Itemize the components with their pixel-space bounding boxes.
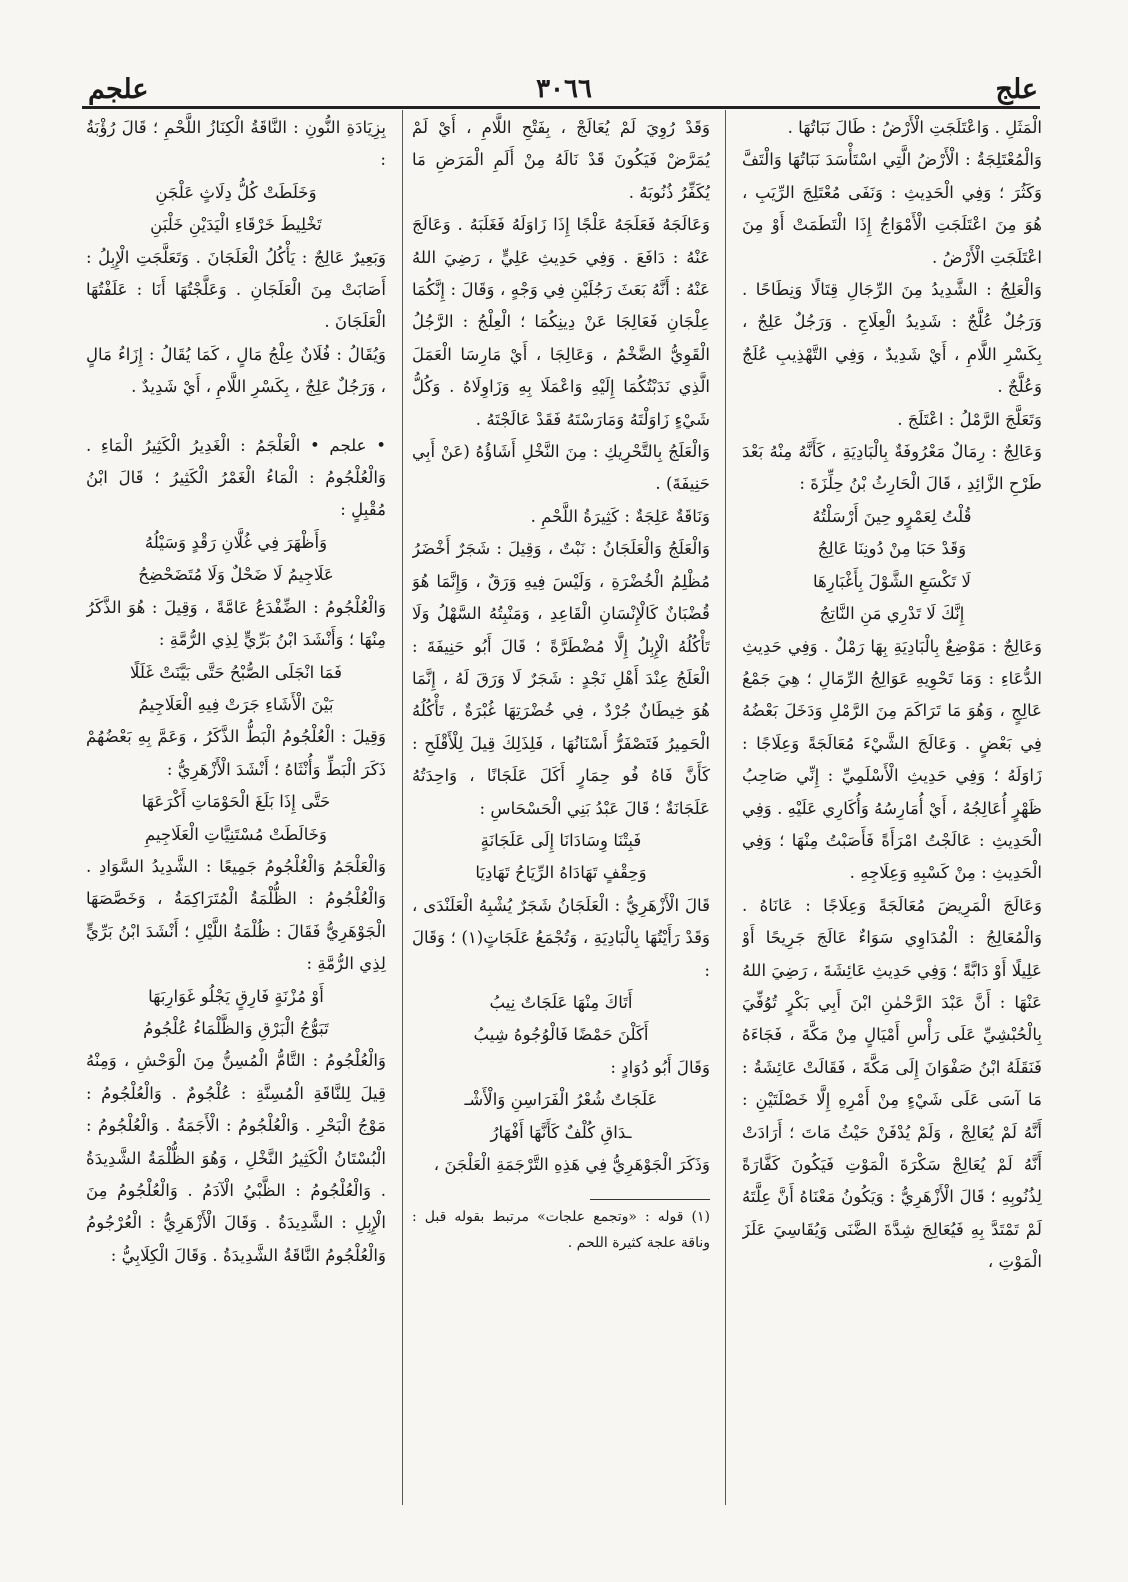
paragraph: وَعَالِجٌ : رِمَالٌ مَعْرُوفَةٌ بِالْبَادِيَةِ ، كَأَنَّهُ مِنْهُ بَعْدَ طَرْحِ الزَّائِدِ ، قَالَ الْحَارِثُ بْنُ حِلِّزَةَ : (742, 442, 1042, 494)
verse-line: قُلْتُ لِعَمْرٍو حِينَ أَرْسَلْتُهُ (812, 506, 972, 526)
paragraph: وَعَالِجٌ : مَوْضِعٌ بِالْبَادِيَةِ بِهَا رَمْلٌ . وَفِي حَدِيثِ الدُّعَاءِ : وَمَا تَحْوِيهِ عَوَالِجُ الرِّمَالِ ؛ هِيَ جَمْعُ عَالِجٍ ، وَهُوَ مَا تَرَاكَمَ مِنَ الرَّمْلِ وَدَخَلَ بَعْضُهُ فِي بَعْضٍ . وَعَالَجَ الشَّيْءَ مُعَالَجَةً وَعِلَاجًا : زَاوَلَهُ ؛ وَفِي حَدِيثِ الْأَسْلَمِيِّ : إِنِّي صَاحِبُ ظَهْرٍ أُعَالِجُهُ ، أَيْ أُمَارِسُهُ وَأُكَارِي عَلَيْهِ . وَفِي الْحَدِيثِ : عَالَجْتُ امْرَأَةً فَأَصَبْتُ مِنْهَا ؛ وَفِي الْحَدِيثِ : مِنْ كَسْبِهِ وَعِلَاجِهِ . (742, 636, 1042, 883)
entry-start-paragraph: • علجم • الْعَلْجَمُ : الْغَدِيرُ الْكَثِيرُ الْمَاءِ . وَالْعُلْجُومُ : الْمَاءُ الْغَمْرُ الْكَثِيرُ ؛ قَالَ ابْنُ مُقْبِلٍ : (86, 435, 386, 520)
verse-line: أَوْ مُزْنَةٍ فَارِقٍ يَجْلُو غَوَارِبَهَا (148, 986, 324, 1006)
paragraph: وَقَدْ رُوِيَ لَمْ يُعَالَجْ ، بِفَتْحِ اللَّامِ ، أَيْ لَمْ يُمَرَّضْ فَيَكُونَ قَدْ نَالَهُ مِنْ أَلَمِ الْمَرَضِ مَا يُكَفِّرُ ذُنُوبَهُ . (412, 118, 710, 202)
page-number: ٣٠٦٦ (536, 74, 592, 104)
paragraph: وَعَالَجَهُ فَعَلَجَهُ عَلْجًا إِذَا زَاوَلَهُ فَغَلَبَهُ . وَعَالَجَ عَنْهُ : دَافَعَ . وَفِي حَدِيثِ عَلِيٍّ ، رَضِيَ اللهُ عَنْهُ : أَنَّهُ بَعَثَ رَجُلَيْنِ فِي وَجْهٍ ، وَقَالَ : إِنَّكُمَا عِلْجَانِ فَعَالِجَا عَنْ دِينِكُمَا ؛ الْعِلْجُ : الرَّجُلُ الْقَوِيُّ الضَّخْمُ ، وَعَالِجَا ، أَيْ مَارِسَا الْعَمَلَ الَّذِي نَدَبْتُكُمَا إِلَيْهِ وَاعْمَلَا بِهِ وَزَاوِلَاهُ . وَكُلُّ شَيْءٍ زَاوَلْتَهُ وَمَارَسْتَهُ فَقَدْ عَالَجْتَهُ . (412, 215, 710, 429)
verse-line: وَخَالَطَتْ مُسْتَنِيَّاتِ الْعَلَاجِيمِ (144, 824, 328, 844)
paragraph: وَبَعِيرٌ عَالِجٌ : يَأْكُلُ الْعَلَجَانَ . وَتَعَلَّجَتِ الْإِبِلُ : أَصَابَتْ مِنَ الْعَلَجَانِ . وَعَلَّجْتُهَا أَنَا : عَلَفْتُهَا الْعَلَجَانَ . (86, 247, 386, 332)
column-divider (725, 110, 726, 1505)
paragraph: وَنَاقَةٌ عَلِجَةٌ : كَثِيرَةُ اللَّحْمِ . (530, 506, 710, 526)
verse-line: تَبَوُّجُ الْبَرْقِ وَالظَّلْمَاءُ عُلْجُومُ (143, 1018, 329, 1038)
headword-right: علج (995, 74, 1038, 105)
paragraph: وَالْعَلَجُ وَالْعَلَجَانُ : نَبْتٌ ، وَقِيلَ : شَجَرٌ أَخْضَرُ مُظْلِمُ الْخُضْرَةِ ، وَلَيْسَ فِيهِ وَرَقٌ ، وَإِنَّمَا هُوَ قُضْبَانٌ كَالْإِنْسَانِ الْقَاعِدِ ، وَمَنْبِتُهُ السَّهْلُ وَلَا تَأْكُلُهُ الْإِبِلُ إِلَّا مُضْطَرَّةً ؛ قَالَ أَبُو حَنِيفَةَ : الْعَلَجُ عِنْدَ أَهْلِ نَجْدٍ : شَجَرٌ لَا وَرَقَ لَهُ ، إِنَّمَا هُوَ خِيطَانٌ جُرْدٌ ، فِي خُضْرَتِهَا غُبْرَةٌ ، تَأْكُلُهُ الْحَمِيرُ فَتَصْفَرُّ أَسْنَانُهَا ، فَلِذَلِكَ قِيلَ لِلْأَقْلَحِ : كَأَنَّ فَاهُ فُو حِمَارٍ أَكَلَ عَلَجَانًا ، وَاحِدَتُهُ عَلَجَانَةٌ ؛ قَالَ عَبْدُ بَنِي الْحَسْحَاسِ : (412, 539, 710, 818)
verse-line: أَتَاكَ مِنْهَا عَلَجَاتٌ نِيبُ (489, 992, 633, 1012)
paragraph: الْمَثَلِ . وَاعْتَلَجَتِ الْأَرْضُ : طَالَ نَبَاتُهَا . (787, 118, 1042, 137)
verse-line: إِنَّكَ لَا تَدْرِي مَنِ النَّاتِجُ (819, 604, 965, 624)
paragraph: وَقَالَ أَبُو دُوَادٍ : (610, 1057, 710, 1077)
verse-line: وَقَدْ حَبَا مِنْ دُونِنَا عَالِجُ (817, 539, 967, 559)
verse-line: وَحِقْفٍ تَهَادَاهُ الرِّيَاحُ تَهَادِيَا (475, 863, 647, 883)
paragraph: وَالْعَلْجَمُ وَالْعُلْجُومُ جَمِيعًا : الشَّدِيدُ السَّوَادِ . وَالْعُلْجُومُ : الظُّلْمَةُ الْمُتَرَاكِمَةُ ، وَخَصَّصَهَا الْجَوْهَرِيُّ فَقَالَ : ظُلْمَةُ اللَّيْلِ ؛ أَنْشَدَ ابْنُ بَرِّيٍّ لِذِي الرُّمَّةِ : (86, 856, 386, 974)
verse-line: تَخْلِيطَ خَرْقَاءِ الْيَدَيْنِ خَلْبَنِ (150, 215, 322, 235)
verse-line: فَبِتْنَا وِسَادَانَا إِلَى عَلَجَانَةٍ (480, 830, 642, 850)
paragraph: وَالْمُعْتَلِجَةُ : الْأَرْضُ الَّتِي اسْتَأْسَدَ نَبَاتُهَا وَالْتَفَّ وَكَثُرَ ؛ وَفِي الْحَدِيثِ : وَنَفَى مُعْتَلِجَ الرِّيَبِ ، هُوَ مِنَ اعْتَلَجَتِ الْأَمْوَاجُ إِذَا الْتَطَمَتْ أَوْ مِنَ اعْتَلَجَتِ الْأَرْضُ . (742, 150, 1042, 267)
verse-line: حَتَّى إِذَا بَلَغَ الْحَوْمَاتِ أَكْرَعَهَا (141, 792, 331, 812)
paragraph: وَذَكَرَ الْجَوْهَرِيُّ فِي هَذِهِ التَّرْجَمَةِ الْعَلْجَنَ ، (433, 1155, 710, 1174)
footnote: (١) قوله : «وتجمع علجات» مرتبط بقوله قبل : وناقة علجة كثيرة اللحم . (412, 1209, 710, 1252)
column-middle (412, 112, 710, 1482)
headword-left: علجم (88, 74, 149, 105)
column-divider (402, 110, 403, 1505)
verse-line: بَيْنَ الْأَشَاءِ جَرَتْ فِيهِ الْعَلَاجِيمُ (138, 694, 334, 714)
paragraph: وَالْعَلِجُ : الشَّدِيدُ مِنَ الرِّجَالِ قِتَالًا وَنِطَاحًا . وَرَجُلٌ عُلَّجٌ : شَدِيدُ الْعِلَاجِ . وَرَجُلٌ عَلِجٌ ، بِكَسْرِ اللَّامِ ، أَيْ شَدِيدٌ ، وَفِي التَّهْذِيبِ عُلَجٌ وَعُلَّجٌ . (742, 280, 1042, 397)
column-right (742, 112, 1042, 1482)
column-left (86, 112, 386, 1482)
verse-line: عَلَاجِيمُ لَا ضَحْلٌ وَلَا مُتَضَحْضِحُ (138, 565, 334, 585)
header-rule (82, 106, 1040, 109)
verse-line: فَمَا انْجَلَى الصُّبْحُ حَتَّى بَيَّنَتْ غَلَلًا (129, 662, 343, 682)
paragraph: وَالْعُلْجُومُ : الضِّفْدَعُ عَامَّةً ، وَقِيلَ : هُوَ الذَّكَرُ مِنْهَا ؛ وَأَنْشَدَ ابْنُ بَرِّيٍّ لِذِي الرُّمَّةِ : (86, 597, 386, 650)
paragraph: وَيُقَالُ : فُلَانٌ عِلْجُ مَالٍ ، كَمَا يُقَالُ : إِزَاءُ مَالٍ ، وَرَجُلٌ عَلِجٌ ، بِكَسْرِ اللَّامِ ، أَيْ شَدِيدٌ . (86, 344, 386, 397)
verse-line: لَا تَكْسَعِ الشَّوْلَ بِأَغْبَارِهَا (812, 571, 972, 591)
paragraph: وَتَعَلَّجَ الرَّمْلُ : اعْتَلَجَ . (897, 409, 1042, 429)
paragraph: وَالْعَلَجُ بِالتَّحْرِيكِ : مِنَ النَّخْلِ أَشَاؤُهُ (عَنْ أَبِي حَنِيفَةَ) . (412, 442, 710, 494)
verse-line: ـدَاقِ كُلْفٌ كَأَنَّهَا أَفْهَارُ (490, 1122, 632, 1142)
paragraph: وَالْعُلْجُومُ : التَّامُّ الْمُسِنُّ مِنَ الْوَحْشِ ، وَمِنْهُ قِيلَ لِلنَّاقَةِ الْمُسِنَّةِ : عُلْجُومٌ . وَالْعُلْجُومُ : مَوْجُ الْبَحْرِ . وَالْعُلْجُومُ : الْأَجَمَةُ . وَالْعُلْجُومُ : الْبُسْتَانُ الْكَثِيرُ النَّخْلِ ، وَهُوَ الظُّلْمَةُ الشَّدِيدَةُ . وَالْعُلْجُومُ : الظَّبْيُ الْآدَمُ . وَالْعُلْجُومُ مِنَ الْإِبِلِ : الشَّدِيدَةُ . وَقَالَ الْأَزْهَرِيُّ : الْعُرْجُومُ وَالْعُلْجُومُ النَّاقَةُ الشَّدِيدَةُ . وَقَالَ الْكِلَابِيُّ : (86, 1051, 386, 1265)
paragraph: وَقِيلَ : الْعُلْجُومُ الْبَطُّ الذَّكَرُ ، وَعَمَّ بِهِ بَعْضُهُمْ ذَكَرَ الْبَطِّ وَأُنْثَاهُ ؛ أَنْشَدَ الْأَزْهَرِيُّ : (86, 727, 386, 779)
verse-line: أَكَلْنَ حَمْضًا فَالْوُجُوهُ شِيبُ (473, 1025, 649, 1045)
verse-line: وَأَظْهَرَ فِي غُلَّانِ رَقْدٍ وَسَيْلُهُ (144, 532, 328, 552)
verse-line: وَخَلَطَتْ كُلُّ دِلَاثٍ عَلْجَنِ (155, 182, 317, 202)
paragraph: بِزِيَادَةِ النُّونِ : النَّاقَةُ الْكِنَازُ اللَّحْمِ ؛ قَالَ رُؤْبَةُ : (86, 118, 386, 170)
footnote-rule (590, 1199, 710, 1200)
paragraph: وَعَالَجَ الْمَرِيضَ مُعَالَجَةً وَعِلَاجًا : عَانَاهُ . وَالْمُعَالِجُ : الْمُدَاوِي سَوَاءٌ عَالَجَ جَرِيحًا أَوْ عَلِيلًا أَوْ دَابَّةً ؛ وَفِي حَدِيثِ عَائِشَةَ ، رَضِيَ اللهُ عَنْهَا : أَنَّ عَبْدَ الرَّحْمٰنِ ابْنَ أَبِي بَكْرٍ تُوُفِّيَ بِالْحُبْشِيِّ عَلَى رَأْسِ أَمْيَالٍ مِنْ مَكَّةَ ، فَجَاءَهُ فَنَقَلَهُ ابْنُ صَفْوَانَ إِلَى مَكَّةَ ، فَقَالَتْ عَائِشَةُ : مَا آسَى عَلَى شَيْءٍ مِنْ أَمْرِهِ إِلَّا خَصْلَتَيْنِ : أَنَّهُ لَمْ يُعَالِجْ ، وَلَمْ يُدْفَنْ حَيْثُ مَاتَ ؛ أَرَادَتْ أَنَّهُ لَمْ يُعَالِجْ سَكْرَةَ الْمَوْتِ فَيَكُونَ كَفَّارَةً لِذُنُوبِهِ ؛ قَالَ الْأَزْهَرِيُّ : وَيَكُونُ مَعْنَاهُ أَنَّ عِلَّتَهُ لَمْ تَمْتَدَّ بِهِ فَيُعَالِجَ شِدَّةَ الضَّنَى وَيُقَاسِيَ عَلَزَ الْمَوْتِ ، (742, 895, 1042, 1272)
verse-line: عَلَجَاتٌ شُعْرُ الْفَرَاسِنِ وَالْأَشْـ (464, 1090, 658, 1110)
paragraph: قَالَ الْأَزْهَرِيُّ : الْعَلَجَانُ شَجَرٌ يُشْبِهُ الْعَلَنْدَى ، وَقَدْ رَأَيْتُهَا بِالْبَادِيَةِ ، وَتُجْمَعُ عَلَجَاتٍ(١) ؛ وَقَالَ : (412, 895, 710, 980)
